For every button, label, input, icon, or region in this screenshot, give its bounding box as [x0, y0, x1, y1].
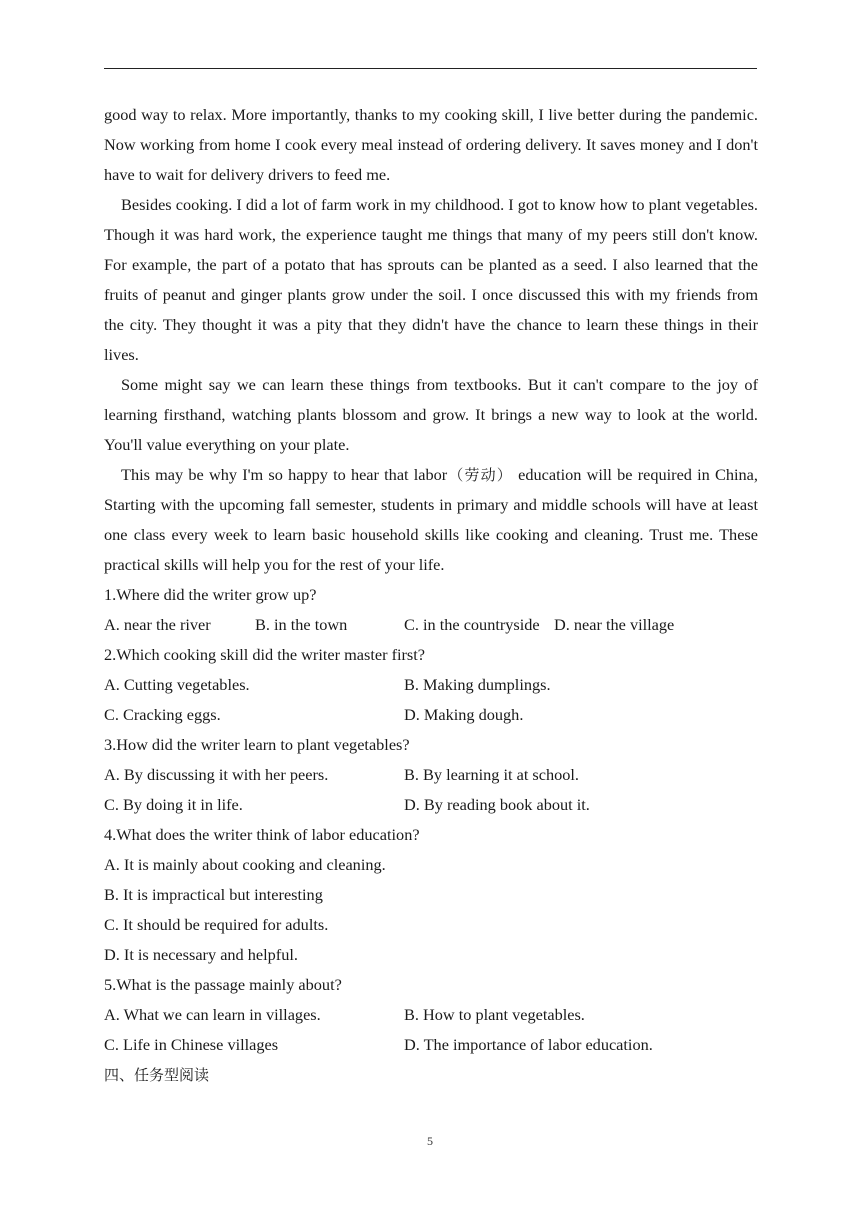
question-4-option-c: C. It should be required for adults.	[104, 915, 329, 934]
header-rule	[104, 68, 757, 69]
open-paren: （	[447, 466, 465, 484]
question-2-option-a: A. Cutting vegetables.	[104, 675, 250, 694]
question-3-option-d: D. By reading book about it.	[404, 795, 590, 814]
question-5-option-c: C. Life in Chinese villages	[104, 1035, 279, 1054]
question-1-option-c: C. in the countryside	[404, 615, 540, 634]
page-content	[104, 100, 758, 1090]
question-stem-3: 3.How did the writer learn to plant vegetables?	[104, 735, 410, 754]
question-5-option-a: A. What we can learn in villages.	[104, 1005, 321, 1024]
question-3-options-row-2	[104, 790, 758, 820]
passage-paragraph-3: Some might say we can learn these things from textbooks. But it can't compare to the joy of learning firsthand, watching plants blossom and grow. It brings a new way to look at the world. You'll value everything on your plate.	[104, 375, 758, 454]
question-3-option-c: C. By doing it in life.	[104, 795, 243, 814]
question-4-option-d: D. It is necessary and helpful.	[104, 945, 298, 964]
question-2-option-b: B. Making dumplings.	[404, 675, 551, 694]
question-5-options-row-1	[104, 1000, 758, 1030]
question-5-option-d: D. The importance of labor education.	[404, 1035, 653, 1054]
question-stem-1: 1.Where did the writer grow up?	[104, 585, 317, 604]
passage-paragraph-2: Besides cooking. I did a lot of farm work in my childhood. I got to know how to plant vegetables. Though it was hard work, the experience taught me things that many of my peers still don't know. For example, the part of a potato that has sprouts can be planted as a seed. I also learned that the fruits of peanut and ginger plants grow under the soil. I once discussed this with my friends from the city. They thought it was a pity that they didn't have the chance to learn these things in their lives.	[104, 195, 758, 364]
question-2-option-d: D. Making dough.	[404, 705, 524, 724]
question-3-option-a: A. By discussing it with her peers.	[104, 765, 329, 784]
passage-paragraph-1: good way to relax. More importantly, thanks to my cooking skill, I live better during the pandemic. Now working from home I cook every meal instead of ordering delivery. It saves money and I don't have to wait for delivery drivers to feed me.	[104, 105, 758, 184]
paragraph-4-text-start: This may be why I'm so happy to hear that labor	[121, 465, 448, 484]
section-heading: 四、任务型阅读	[104, 1066, 210, 1084]
paragraph-4-text-end: education will be required in China, Starting with the upcoming fall semester, students in primary and middle schools will have at least one class every week to learn basic household skills like cooking and cleaning. Trust me. These practical skills will help you for the rest of your life.	[104, 465, 758, 574]
question-5-option-b: B. How to plant vegetables.	[404, 1005, 585, 1024]
question-4-option-a: A. It is mainly about cooking and cleaning.	[104, 855, 386, 874]
question-5-options-row-2	[104, 1030, 758, 1060]
question-3-options-row-1	[104, 760, 758, 790]
chinese-gloss: 劳动	[464, 466, 497, 484]
question-stem-2: 2.Which cooking skill did the writer master first?	[104, 645, 426, 664]
question-2-option-c: C. Cracking eggs.	[104, 705, 221, 724]
question-3-option-b: B. By learning it at school.	[404, 765, 579, 784]
question-1-option-b: B. in the town	[255, 615, 348, 634]
question-stem-5: 5.What is the passage mainly about?	[104, 975, 342, 994]
question-1-option-a: A. near the river	[104, 615, 211, 634]
question-2-options-row-2	[104, 700, 758, 730]
page-number: 5	[427, 1134, 433, 1148]
question-1-options	[104, 610, 758, 640]
question-stem-4: 4.What does the writer think of labor education?	[104, 825, 420, 844]
question-4-option-b: B. It is impractical but interesting	[104, 885, 323, 904]
passage-paragraph-4	[104, 460, 758, 580]
question-2-options-row-1	[104, 670, 758, 700]
close-paren: ）	[496, 466, 513, 484]
question-1-option-d: D. near the village	[554, 615, 675, 634]
